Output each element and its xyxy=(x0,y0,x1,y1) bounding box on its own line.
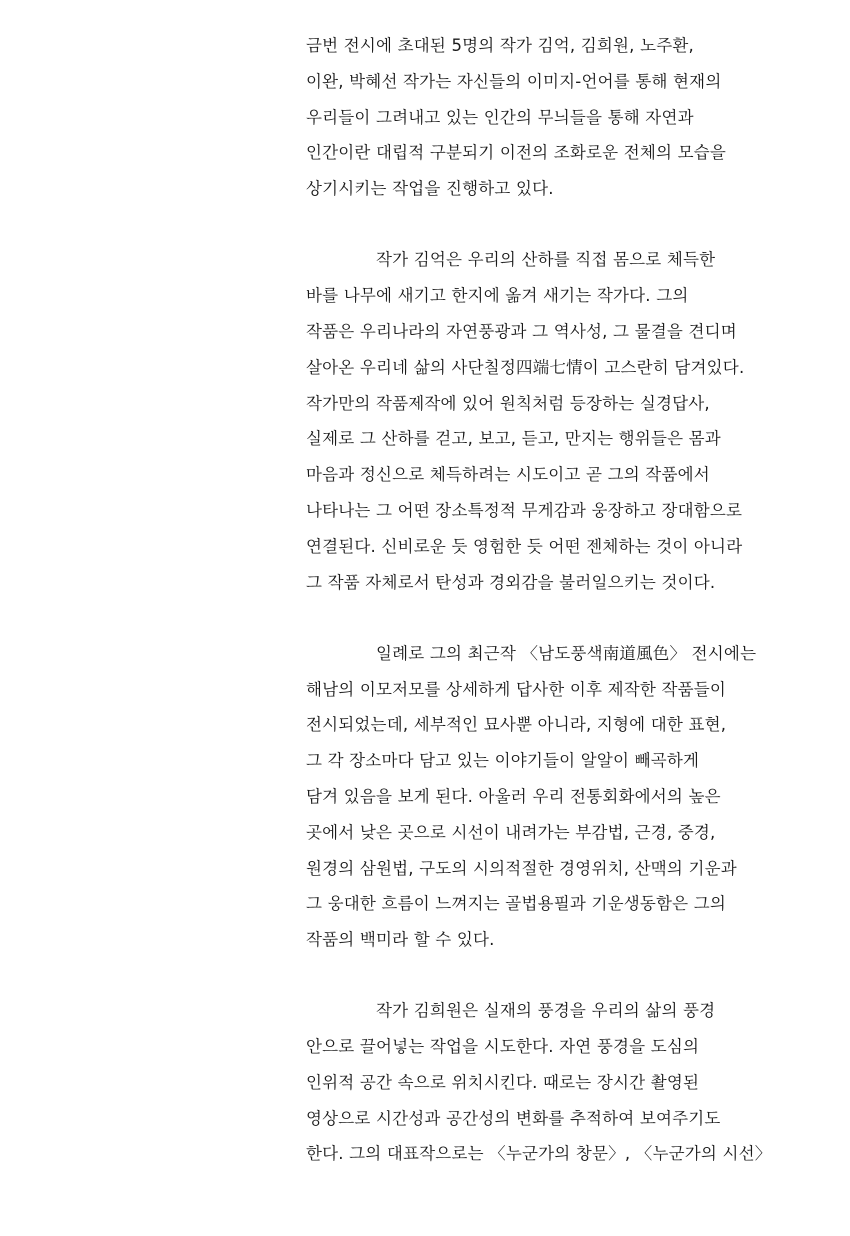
text-line: 작가 김희원은 실재의 풍경을 우리의 삶의 풍경 xyxy=(376,1001,716,1021)
text-line: 마음과 정신으로 체득하려는 시도이고 곧 그의 작품에서 xyxy=(306,465,710,485)
text-line: 상기시키는 작업을 진행하고 있다. xyxy=(306,179,554,199)
body-text xyxy=(306,28,826,1172)
text-line: 이완, 박혜선 작가는 자신들의 이미지-언어를 통해 현재의 xyxy=(306,71,722,91)
text-line: 연결된다. 신비로운 듯 영험한 듯 어떤 젠체하는 것이 아니라 xyxy=(306,536,743,556)
text-line: 인간이란 대립적 구분되기 이전의 조화로운 전체의 모습을 xyxy=(306,143,727,163)
text-line: 안으로 끌어넣는 작업을 시도한다. 자연 풍경을 도심의 xyxy=(306,1037,700,1057)
paragraph-gap xyxy=(306,600,826,635)
text-line: 살아온 우리네 삶의 사단칠정四端七情이 고스란히 담겨있다. xyxy=(306,357,745,377)
paragraph-namdo xyxy=(306,636,826,958)
text-line: 담겨 있음을 보게 된다. 아울러 우리 전통회화에서의 높은 xyxy=(306,786,721,806)
text-line: 전시되었는데, 세부적인 묘사뿐 아니라, 지형에 대한 표현, xyxy=(306,715,727,735)
text-line: 우리들이 그려내고 있는 인간의 무늬들을 통해 자연과 xyxy=(306,107,694,127)
text-line: 해남의 이모저모를 상세하게 답사한 이후 제작한 작품들이 xyxy=(306,679,727,699)
paragraph-gap xyxy=(306,207,826,242)
text-line: 작가만의 작품제작에 있어 원칙처럼 등장하는 실경답사, xyxy=(306,393,710,413)
paragraph-intro xyxy=(306,28,826,207)
paragraph-gap xyxy=(306,958,826,993)
text-line: 실제로 그 산하를 걷고, 보고, 듣고, 만지는 행위들은 몸과 xyxy=(306,429,721,449)
paragraph-kim-eok xyxy=(306,242,826,600)
text-line: 영상으로 시간성과 공간성의 변화를 추적하여 보여주기도 xyxy=(306,1108,721,1128)
text-line: 작품은 우리나라의 자연풍광과 그 역사성, 그 물결을 견디며 xyxy=(306,321,737,341)
text-line: 곳에서 낮은 곳으로 시선이 내려가는 부감법, 근경, 중경, xyxy=(306,822,716,842)
text-line: 나타나는 그 어떤 장소특정적 무게감과 웅장하고 장대함으로 xyxy=(306,500,743,520)
text-line: 바를 나무에 새기고 한지에 옮겨 새기는 작가다. 그의 xyxy=(306,286,689,306)
text-line: 그 작품 자체로서 탄성과 경외감을 불러일으키는 것이다. xyxy=(306,572,716,592)
paragraph-kim-heewon xyxy=(306,993,826,1172)
text-line: 그 웅대한 흐름이 느껴지는 골법용필과 기운생동함은 그의 xyxy=(306,894,727,914)
text-line: 작품의 백미라 할 수 있다. xyxy=(306,930,495,950)
text-line: 금번 전시에 초대된 5명의 작가 김억, 김희원, 노주환, xyxy=(306,36,694,55)
text-line: 원경의 삼원법, 구도의 시의적절한 경영위치, 산맥의 기운과 xyxy=(306,858,737,878)
text-line: 인위적 공간 속으로 위치시킨다. 때로는 장시간 촬영된 xyxy=(306,1072,700,1092)
text-line: 한다. 그의 대표작으로는 〈누군가의 창문〉, 〈누군가의 시선〉 xyxy=(306,1144,772,1164)
text-line: 작가 김억은 우리의 산하를 직접 몸으로 체득한 xyxy=(376,250,716,270)
text-line: 그 각 장소마다 담고 있는 이야기들이 알알이 빼곡하게 xyxy=(306,751,700,771)
text-line: 일례로 그의 최근작 〈남도풍색南道風色〉 전시에는 xyxy=(376,643,757,663)
